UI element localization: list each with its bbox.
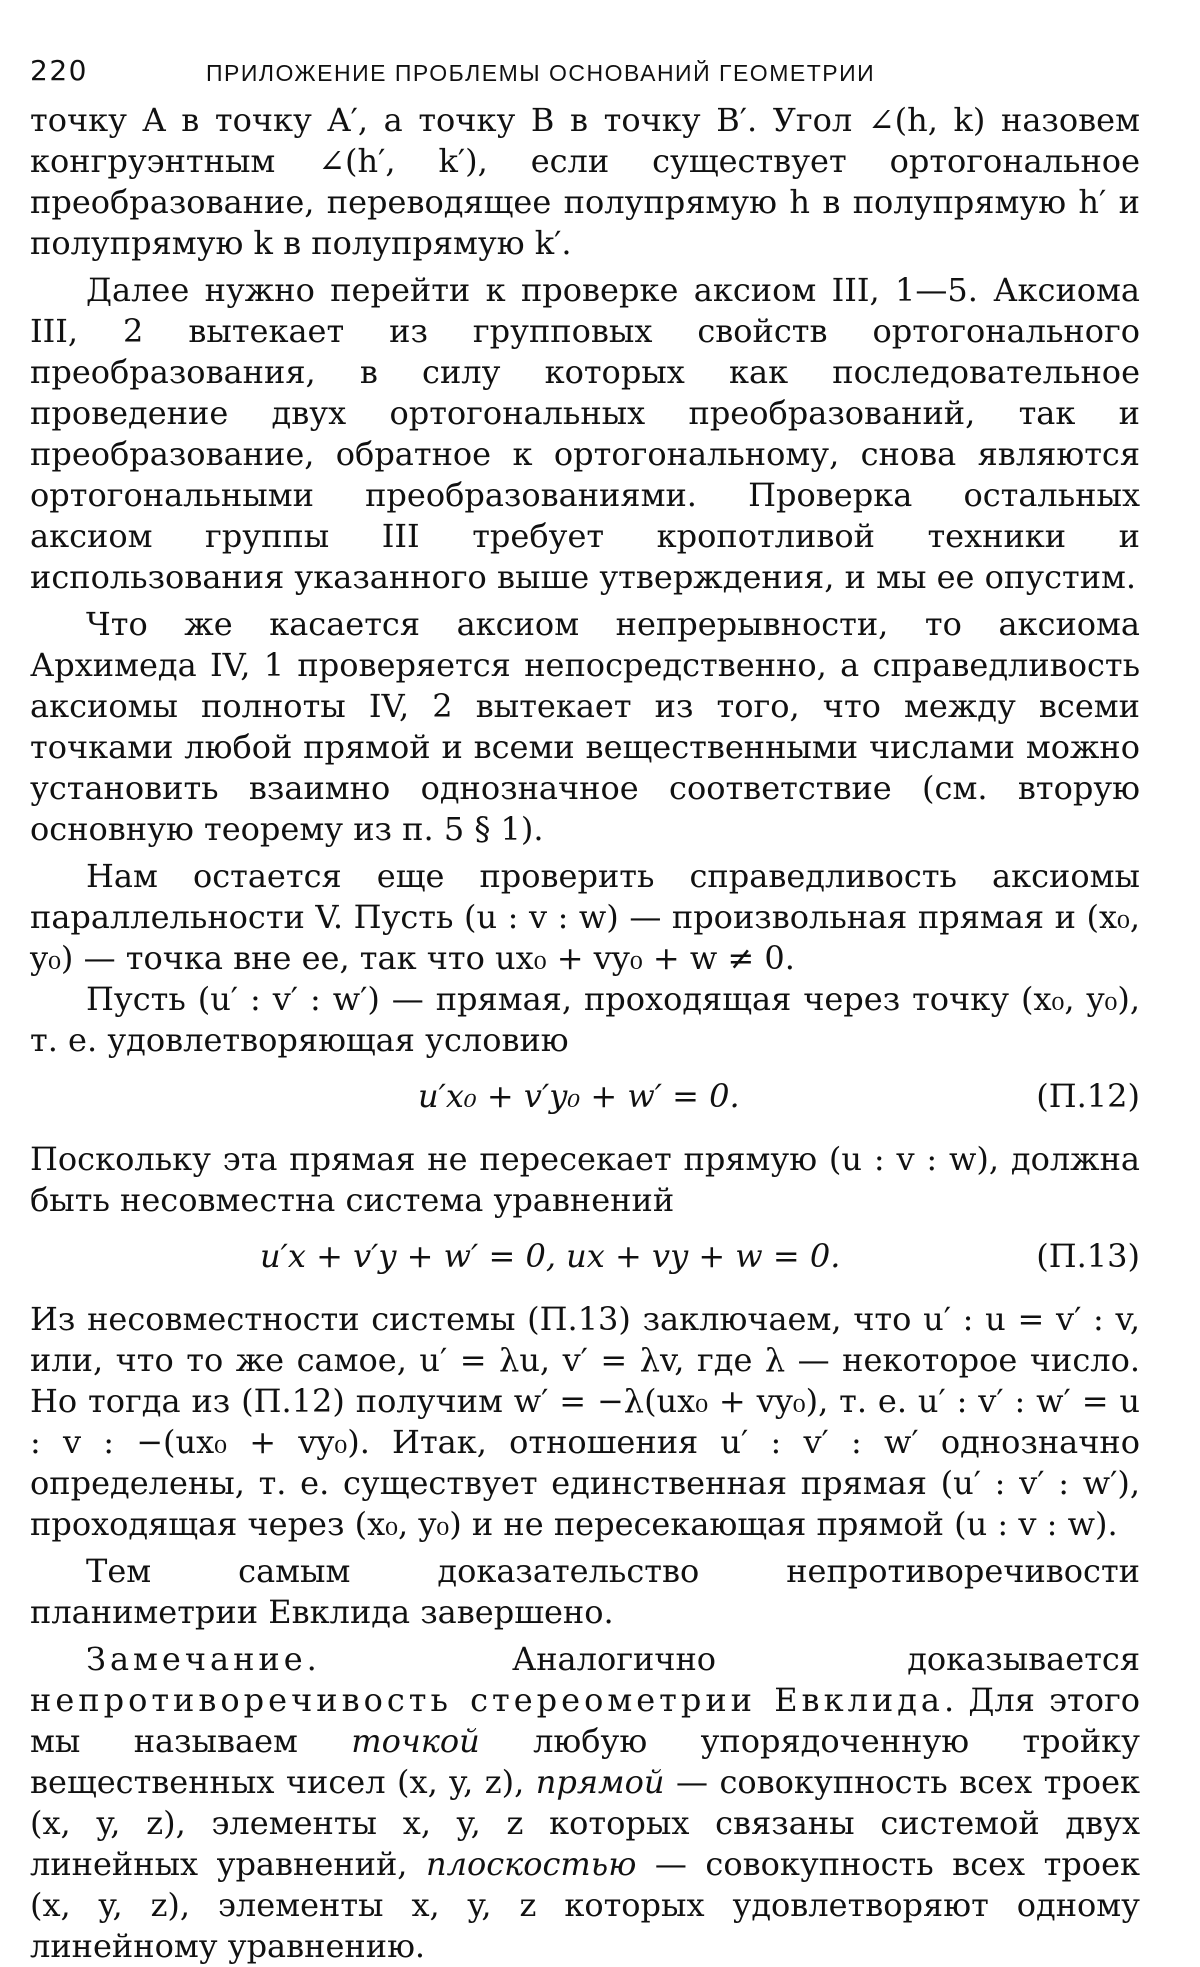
remark-label: Замечание. (86, 1640, 321, 1678)
remark-text-1: Аналогично доказывается (320, 1640, 1140, 1678)
formula-P12-number: (П.12) (1036, 1077, 1140, 1115)
paragraph-continuity-axioms: Что же касается аксиом непрерывности, то аксиома Архимеда IV, 1 проверяется непосредственно, а справедливость аксиомы полноты IV, 2 вытекает из того, что между всеми точками любой прямой и всеми вещественными числами можно установить взаимно однозначное соответствие (см. вторую основную теорему из п. 5 § 1). (30, 605, 1140, 848)
book-page (30, 40, 1140, 1967)
term-line: прямой (535, 1763, 665, 1801)
term-point: точкой (351, 1722, 480, 1760)
paragraph-planimetry-conclusion: Тем самым доказательство непротиворечивости планиметрии Евклида завершено. (30, 1552, 1140, 1631)
formula-P13-number: (П.13) (1036, 1237, 1140, 1275)
formula-P13-expression: u′x + v′y + w′ = 0, ux + vy + w = 0. (260, 1237, 841, 1275)
paragraph-angle-congruence: точку A в точку A′, а точку B в точку B′. Угол ∠(h, k) назовем конгруэнтным ∠(h′, k′), если существует ортогональное преобразование, переводящее полупрямую h в полупрямую h′ и полупрямую k в полупрямую k′. (30, 101, 1140, 262)
running-head (30, 40, 1140, 100)
remark-text-3: любую упорядоченную тройку вещественных чисел (x, y, z), (30, 1722, 1140, 1801)
page-number: 220 (30, 54, 88, 87)
formula-P12-expression: u′x₀ + v′y₀ + w′ = 0. (418, 1077, 740, 1115)
paragraph-line-through-point: Пусть (u′ : v′ : w′) — прямая, проходящая через точку (x₀, y₀), т. е. удовлетворяющая условию (30, 980, 1140, 1059)
remark-text-5: — совокупность всех троек (x, y, z), элементы x, y, z которых удовлетворяют одному линейному уравнению. (30, 1845, 1140, 1965)
running-title: ПРИЛОЖЕНИЕ ПРОБЛЕМЫ ОСНОВАНИЙ ГЕОМЕТРИИ (206, 60, 876, 86)
term-plane: плоскостью (425, 1845, 637, 1883)
formula-P12 (30, 1061, 1140, 1129)
remark-spaced-text: непротиворечивость стереометрии Евклида (30, 1681, 944, 1719)
remark-text-4: — совокупность всех троек (x, y, z), элементы x, y, z которых связаны системой двух линейных уравнений, (30, 1763, 1141, 1883)
paragraph-remark (30, 1639, 1140, 1967)
formula-P13 (30, 1221, 1140, 1289)
paragraph-parallel-axiom: Нам остается еще проверить справедливость аксиомы параллельности V. Пусть (u : v : w) — произвольная прямая и (x₀, y₀) — точка вне ее, так что ux₀ + vy₀ + w ≠ 0. (30, 857, 1140, 977)
paragraph-uniqueness-proof: Из несовместности системы (П.13) заключаем, что u′ : u = v′ : v, или, что то же самое, u′ = λu, v′ = λv, где λ — некоторое число. Но тогда из (П.12) получим w′ = −λ(ux₀ + vy₀), т. е. u′ : v′ : w′ = u : v : −(ux₀ + vy₀). Итак, отношения u′ : v′ : w′ однозначно определены, т. е. существует единственная прямая (u′ : v′ : w′), проходящая через (x₀, y₀) и не пересекающая прямой (u : v : w). (30, 1300, 1140, 1543)
remark-text-2: . Для этого мы называем (30, 1681, 1140, 1760)
paragraph-inconsistent-system: Поскольку эта прямая не пересекает прямую (u : v : w), должна быть несовместна система уравнений (30, 1140, 1140, 1219)
paragraph-axioms-III: Далее нужно перейти к проверке аксиом III, 1—5. Аксиома III, 2 вытекает из групповых свойств ортогонального преобразования, в силу которых как последовательное проведение двух ортогональных преобразований, так и преобразование, обратное к ортогональному, снова являются ортогональными преобразованиями. Проверка остальных аксиом группы III требует кропотливой техники и использования указанного выше утверждения, и мы ее опустим. (30, 271, 1140, 596)
